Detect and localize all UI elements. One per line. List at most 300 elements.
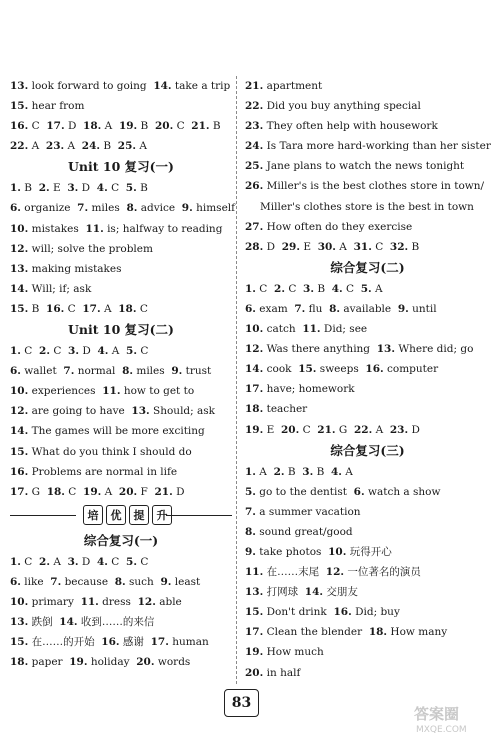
question-number: 7. — [245, 505, 256, 518]
question-number: 11. — [80, 595, 99, 608]
answer-line — [245, 462, 490, 482]
answer-text: 跌倒 — [28, 616, 60, 629]
answer-text: C — [284, 282, 304, 295]
answer-line — [10, 632, 232, 652]
answer-text: C — [371, 240, 390, 253]
answer-text: able — [155, 595, 182, 608]
answer-text: G — [335, 423, 354, 436]
question-number: 8. — [329, 302, 341, 315]
answer-text: B — [408, 240, 420, 253]
question-number: 12. — [10, 242, 29, 255]
answer-line — [10, 279, 232, 299]
question-number: 16. — [10, 465, 29, 478]
answer-line — [10, 612, 232, 632]
answer-text: B — [137, 120, 155, 133]
page-number: 83 — [224, 689, 259, 717]
question-number: 6. — [10, 575, 21, 588]
answer-text: A — [108, 345, 127, 358]
answer-text: A — [28, 140, 46, 153]
answer-line — [10, 299, 232, 319]
answer-text: exam — [255, 302, 295, 315]
question-number: 8. — [126, 202, 138, 215]
answer-text: 交朋友 — [323, 586, 358, 599]
question-number: 9. — [160, 575, 172, 588]
section-heading: 综合复习(二) — [330, 259, 405, 275]
answer-text: F — [137, 485, 155, 498]
question-number: 18. — [83, 120, 102, 133]
answer-line — [10, 198, 236, 218]
answer-text: C — [107, 555, 127, 568]
question-number: 4. — [97, 555, 108, 568]
answer-line — [10, 462, 232, 482]
answer-text: A — [101, 485, 119, 498]
question-number: 8. — [114, 575, 126, 588]
answer-text: A — [371, 282, 383, 295]
question-number: 9. — [397, 302, 409, 315]
answer-text: words — [154, 656, 191, 669]
question-number: 13. — [10, 262, 29, 275]
question-number: 7. — [50, 575, 62, 588]
question-number: 5. — [125, 182, 137, 195]
question-number: 23. — [245, 120, 264, 133]
answer-line — [10, 381, 232, 401]
answer-line — [245, 96, 490, 116]
question-number: 25. — [245, 160, 264, 173]
question-number: 20. — [245, 666, 264, 679]
question-number: 13. — [245, 586, 264, 599]
answer-text: C — [20, 555, 40, 568]
question-number: 20. — [154, 120, 174, 133]
answer-text: 在……的开始 — [28, 636, 102, 649]
section-heading: 综合复习(一) — [83, 532, 159, 548]
right-column — [245, 76, 490, 683]
answer-text: Jane plans to watch the news tonight — [263, 160, 465, 173]
answer-text: catch — [263, 323, 303, 336]
answer-text: Did; buy — [351, 606, 400, 619]
question-number: 31. — [353, 240, 372, 253]
answer-text: Did; see — [320, 323, 368, 336]
answer-text: until — [408, 302, 437, 315]
answer-text: A — [64, 140, 82, 153]
answer-text: dress — [98, 595, 138, 608]
answer-text: look forward to going — [28, 80, 154, 92]
question-number: 14. — [10, 425, 29, 438]
answer-line — [245, 379, 490, 399]
question-number: 21. — [191, 120, 210, 133]
answer-line — [245, 663, 490, 683]
answer-text: C — [64, 302, 83, 315]
answer-text: B — [284, 465, 303, 478]
question-number: 17. — [46, 120, 65, 133]
answer-text: Clean the blender — [263, 626, 369, 639]
section-heading: 综合复习(三) — [330, 442, 405, 458]
question-number: 19. — [245, 423, 264, 436]
question-number: 30. — [317, 240, 336, 253]
question-number: 18. — [118, 302, 137, 315]
question-number: 15. — [10, 636, 29, 649]
answer-text: How many — [387, 626, 448, 639]
answer-line — [10, 592, 232, 612]
answer-line — [10, 341, 232, 361]
answer-text: A — [335, 240, 354, 253]
answer-text: Problems are normal in life — [28, 465, 178, 478]
question-number: 10. — [10, 222, 29, 235]
question-number: 12. — [325, 566, 345, 579]
question-number: 9. — [245, 545, 256, 558]
question-number: 17. — [82, 302, 101, 315]
answer-line — [10, 552, 232, 572]
answer-text: B — [100, 140, 118, 153]
question-number: 13. — [131, 405, 150, 418]
column-divider — [236, 76, 237, 684]
question-number: 1. — [245, 282, 256, 295]
question-number: 5. — [126, 345, 137, 358]
question-number: 7. — [294, 302, 306, 315]
question-number: 15. — [298, 363, 317, 376]
answer-line — [245, 116, 490, 136]
answer-text: are going to have — [28, 405, 132, 418]
answer-text: B — [313, 465, 331, 478]
answer-text: is; halfway to reading — [103, 222, 223, 235]
question-number: 6. — [353, 485, 365, 498]
answer-text: E — [49, 182, 68, 195]
answer-line — [245, 237, 490, 257]
question-number: 1. — [245, 465, 256, 478]
answer-text: experiences — [28, 385, 103, 398]
answer-line — [10, 116, 232, 136]
answer-text: 打网球 — [263, 586, 305, 599]
question-number: 18. — [245, 403, 264, 416]
answer-line — [10, 239, 232, 259]
answer-text: D — [408, 423, 420, 436]
answer-text: in half — [263, 666, 301, 679]
answer-text: C — [64, 485, 84, 498]
answer-line — [245, 197, 490, 217]
answer-line — [10, 652, 232, 672]
answer-line — [245, 156, 490, 176]
answer-text: like — [20, 575, 51, 588]
question-number: 3. — [303, 282, 314, 295]
question-number: 17. — [245, 626, 264, 639]
question-number: 5. — [360, 282, 372, 295]
question-number: 1. — [10, 182, 21, 195]
answer-text: The games will be more exciting — [28, 425, 205, 438]
question-number: 16. — [101, 636, 120, 649]
answer-line — [10, 178, 232, 198]
question-number: 18. — [368, 626, 388, 639]
question-number: 20. — [136, 656, 155, 669]
answer-line — [245, 602, 490, 622]
question-number: 13. — [376, 343, 395, 356]
watermark-icon — [412, 702, 494, 736]
answer-text: primary — [28, 595, 81, 608]
question-number: 9. — [181, 202, 193, 215]
question-number: 28. — [245, 240, 264, 253]
question-number: 10. — [10, 385, 29, 398]
answer-line — [245, 299, 490, 319]
answer-text: flu — [305, 302, 330, 315]
question-number: 12. — [245, 343, 264, 356]
answer-text: B — [209, 120, 221, 133]
question-number: 20. — [118, 485, 138, 498]
question-number: 17. — [150, 636, 169, 649]
answer-text: How much — [263, 646, 324, 659]
question-number: 5. — [245, 485, 256, 498]
answer-text: They often help with housework — [263, 120, 438, 133]
answer-line — [10, 96, 232, 116]
answer-text: will; solve the problem — [28, 242, 153, 255]
answer-text: A — [136, 140, 147, 153]
answer-line — [245, 359, 490, 379]
answer-line — [245, 562, 490, 582]
answer-line — [245, 502, 490, 522]
question-number: 8. — [122, 365, 134, 378]
answer-text: sweeps — [316, 363, 366, 376]
answer-text: A — [255, 465, 274, 478]
banner-rule-left — [10, 515, 76, 516]
answer-line — [10, 482, 232, 502]
answer-line — [10, 76, 232, 96]
answer-text: wallet — [20, 365, 64, 378]
question-number: 2. — [39, 555, 50, 568]
answer-text: take a trip — [171, 80, 231, 92]
question-number: 16. — [365, 363, 384, 376]
answer-text: B — [314, 282, 332, 295]
answer-text: E — [263, 423, 281, 436]
section-heading: Unit 10 复习(二) — [68, 322, 174, 338]
question-number: 6. — [10, 202, 21, 215]
question-number: 12. — [137, 595, 156, 608]
answer-text: Was there anything — [263, 343, 377, 356]
answer-line — [245, 420, 490, 440]
answer-text: Miller's is the best clothes store in town/ — [263, 180, 485, 193]
answer-line — [245, 217, 490, 237]
question-number: 14. — [304, 586, 324, 599]
answer-text: miles — [133, 365, 172, 378]
question-number: 1. — [10, 345, 21, 358]
question-number: 19. — [83, 485, 102, 498]
question-number: 15. — [10, 100, 29, 113]
question-number: 13. — [10, 80, 29, 92]
question-number: 14. — [10, 282, 29, 295]
section-heading: Unit 10 复习(一) — [68, 159, 174, 175]
question-number: 14. — [245, 363, 264, 376]
question-number: 2. — [273, 465, 285, 478]
answer-text: D — [263, 240, 282, 253]
answer-line — [10, 136, 232, 156]
answer-line — [245, 542, 490, 562]
question-number: 11. — [85, 222, 104, 235]
answer-text: C — [173, 120, 192, 133]
answer-text: organize — [20, 202, 78, 215]
answer-text: A — [101, 120, 119, 133]
banner-char-tile: 优 — [106, 505, 126, 525]
answer-text: A — [372, 423, 390, 436]
answer-line — [245, 339, 490, 359]
answer-text: B — [136, 182, 148, 195]
question-number: 7. — [63, 365, 75, 378]
question-number: 17. — [245, 383, 264, 396]
answer-text: D — [79, 345, 98, 358]
question-number: 11. — [102, 385, 121, 398]
answer-text: Did you buy anything special — [263, 100, 421, 113]
answer-line — [10, 361, 232, 381]
question-number: 29. — [281, 240, 300, 253]
question-number: 19. — [118, 120, 138, 133]
question-number: 21. — [317, 423, 336, 436]
question-number: 23. — [45, 140, 65, 153]
answer-text: C — [299, 423, 318, 436]
answer-text: teacher — [263, 403, 308, 416]
answer-line — [10, 259, 232, 279]
question-number: 22. — [245, 100, 264, 113]
question-number: 10. — [328, 545, 347, 558]
answer-line — [10, 401, 232, 421]
question-number: 12. — [10, 405, 29, 418]
answer-text: 收到……的来信 — [77, 616, 155, 629]
answer-text: cook — [263, 363, 299, 376]
answer-text: Will; if; ask — [28, 282, 92, 295]
answer-text: C — [136, 555, 149, 568]
question-number: 8. — [245, 525, 256, 538]
question-number: 4. — [96, 182, 108, 195]
question-number: 26. — [245, 180, 264, 193]
answer-text: E — [300, 240, 318, 253]
question-number: 16. — [46, 302, 65, 315]
answer-text: a summer vacation — [255, 505, 361, 518]
question-number: 14. — [59, 616, 78, 629]
question-number: 15. — [10, 302, 29, 315]
question-number: 3. — [67, 555, 79, 568]
answer-text: D — [78, 555, 97, 568]
answer-text: D — [172, 485, 185, 498]
answer-line — [245, 399, 490, 419]
answer-text: What do you think I should do — [28, 445, 192, 458]
question-number: 1. — [10, 555, 21, 568]
answer-text: mistakes — [28, 222, 86, 235]
answer-line — [245, 642, 490, 662]
banner-rule-right — [166, 515, 232, 516]
answer-text: A — [100, 302, 119, 315]
question-number: 4. — [331, 282, 343, 295]
question-number: 4. — [97, 345, 109, 358]
answer-text: making mistakes — [28, 262, 122, 275]
answer-line — [245, 76, 490, 96]
question-number: 5. — [126, 555, 137, 568]
banner-char-tile: 提 — [129, 505, 149, 525]
answer-text: Miller's clothes store is the best in town — [260, 200, 474, 213]
answer-text: G — [28, 485, 47, 498]
question-number: 10. — [245, 323, 264, 336]
answer-text: holiday — [87, 656, 137, 669]
answer-text: Where did; go — [395, 343, 474, 356]
question-number: 2. — [38, 182, 50, 195]
question-number: 18. — [46, 485, 65, 498]
answer-text: C — [342, 282, 361, 295]
answer-text: human — [168, 636, 209, 649]
question-number: 25. — [117, 140, 137, 153]
answer-text: normal — [74, 365, 123, 378]
answer-text: trust — [182, 365, 212, 378]
answer-text: D — [78, 182, 97, 195]
answer-line — [245, 622, 490, 642]
answer-text: C — [136, 302, 148, 315]
question-number: 4. — [330, 465, 342, 478]
question-number: 6. — [245, 302, 256, 315]
answer-text: advice — [137, 202, 182, 215]
question-number: 18. — [10, 656, 29, 669]
answer-line — [245, 522, 490, 542]
answer-text: A — [49, 555, 68, 568]
answer-text: paper — [28, 656, 70, 669]
answer-text: Is Tara more hard-working than her sister — [263, 140, 491, 153]
answer-text: C — [49, 345, 69, 358]
answer-text: least — [171, 575, 201, 588]
answer-text: go to the dentist — [255, 485, 354, 498]
question-number: 23. — [389, 423, 409, 436]
answer-text: C — [255, 282, 275, 295]
answer-text: have; homework — [263, 383, 355, 396]
answer-line — [10, 219, 232, 239]
answer-line — [245, 176, 490, 196]
answer-text: how to get to — [120, 385, 195, 398]
answer-text: such — [125, 575, 161, 588]
answer-text: because — [61, 575, 115, 588]
answer-text: Should; ask — [149, 405, 216, 418]
answer-line — [245, 136, 490, 156]
question-number: 3. — [68, 345, 79, 358]
answer-line — [245, 279, 490, 299]
question-number: 14. — [153, 80, 172, 92]
question-number: 24. — [81, 140, 101, 153]
question-number: 13. — [10, 616, 29, 629]
answer-line — [245, 582, 490, 602]
question-number: 11. — [302, 323, 321, 336]
question-number: 16. — [10, 120, 29, 133]
answer-text: C — [28, 120, 47, 133]
answer-line — [245, 482, 490, 502]
question-number: 20. — [280, 423, 300, 436]
answer-text: watch a show — [364, 485, 441, 498]
question-number: 11. — [245, 566, 264, 579]
banner-char-tile: 升 — [152, 505, 172, 525]
answer-text: How often do they exercise — [263, 220, 413, 233]
answer-text: B — [20, 182, 39, 195]
question-number: 24. — [245, 140, 264, 153]
question-number: 3. — [302, 465, 314, 478]
answer-line — [10, 442, 232, 462]
question-number: 2. — [274, 282, 285, 295]
watermark-logo — [412, 702, 494, 740]
svg-text:答案圈: 答案圈 — [414, 705, 460, 723]
question-number: 17. — [10, 485, 29, 498]
question-number: 6. — [10, 365, 21, 378]
question-number: 19. — [69, 656, 88, 669]
answer-text: B — [28, 302, 47, 315]
answer-text: C — [136, 345, 149, 358]
answer-text: take photos — [255, 545, 329, 558]
left-column — [10, 76, 236, 672]
question-number: 16. — [333, 606, 352, 619]
question-number: 22. — [10, 140, 29, 153]
answer-text: C — [107, 182, 126, 195]
answer-line — [10, 572, 232, 592]
answer-text: 在……末尾 — [263, 566, 326, 579]
answer-text: 一位著名的演员 — [344, 566, 421, 579]
question-number: 3. — [67, 182, 79, 195]
answer-text: available — [340, 302, 398, 315]
question-number: 7. — [77, 202, 89, 215]
